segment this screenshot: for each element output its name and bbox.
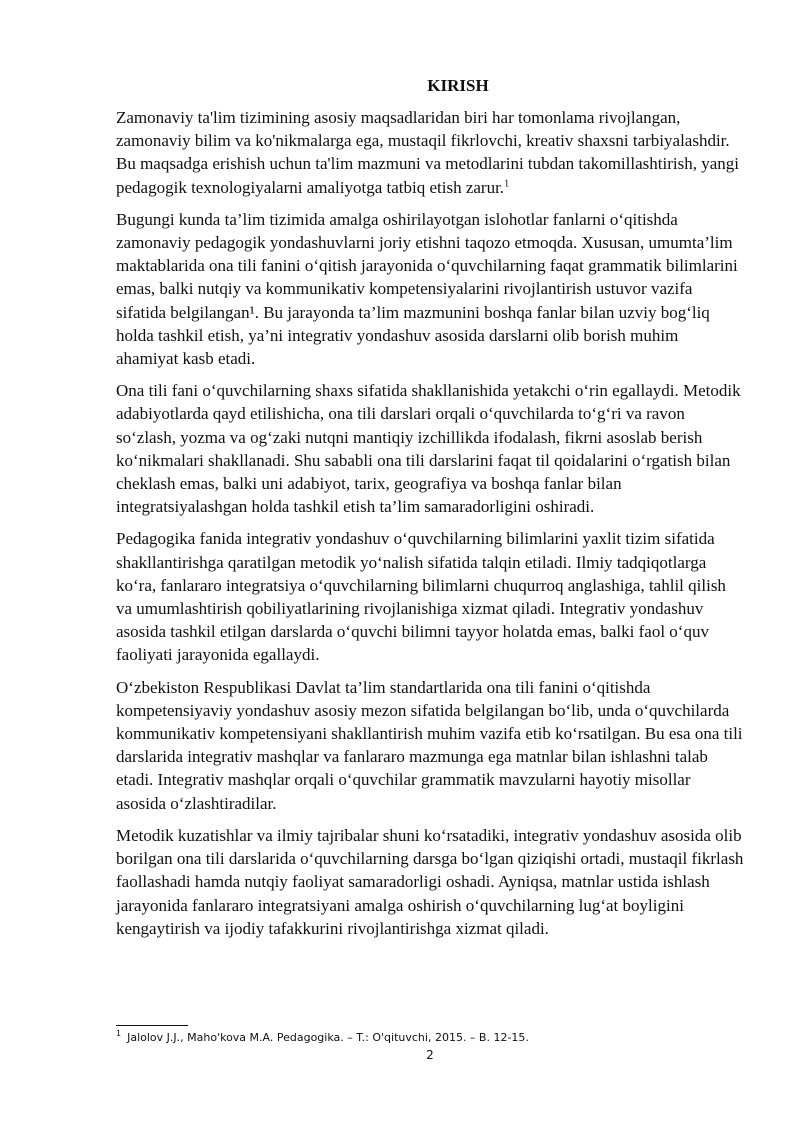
paragraph-6: Metodik kuzatishlar va ilmiy tajribalar shuni ko‘rsatadiki, integrativ yondashuv asosida olib borilgan ona tili darslarida o‘quvchilarning darsga bo‘lgan qiziqishi ortadi, mustaqil fikrlash faollashadi hamda nutqiy faoliyat samaradorligi oshadi. Ayniqsa, matnlar ustida ishlash jarayonida fanlararo integratsiyani amalga oshirish o‘quvchilarning lug‘at boyligini kengaytirish va ijodiy tafakkurini rivojlantirishga xizmat qiladi. — [116, 825, 744, 938]
footnote-reference[interactable]: 1 — [504, 177, 510, 189]
paragraph-5: O‘zbekiston Respublikasi Davlat ta’lim standartlarida ona tili fanini o‘qitishda kompetensiyaviy yondashuv asosiy mezon sifatida belgilangan bo‘lib, unda o‘quvchilarda kommunikativ kompetensiyani shakllantirish muhim vazifa etib ko‘rsatilgan. Bu esa ona tili darslarida integrativ mashqlar va fanlararo mazmunga ega matnlar bilan ishlashni talab etadi. Integrativ mashqlar orqali o‘quvchilar grammatik mavzularni hayotiy misollar asosida o‘zlashtiradilar. — [116, 677, 743, 813]
paragraph-1 — [116, 106, 744, 199]
page-number: 2 — [426, 1048, 434, 1062]
footnote-text: Jalolov J.J., Maho'kova M.A. Pedagogika. – T.: O'qituvchi, 2015. – B. 12-15. — [127, 1031, 529, 1044]
footnote — [116, 1031, 744, 1045]
paragraph-3: Ona tili fani o‘quvchilarning shaxs sifatida shakllanishida yetakchi o‘rin egallaydi. Metodik adabiyotlarda qayd etilishicha, ona tili darslari orqali o‘quvchilarda to‘g‘ri va ravon so‘zlash, yozma va og‘zaki nutqni mantiqiy izchillikda ifodalash, fikrni asoslab berish ko‘nikmalari shakllanadi. Shu sababli ona tili darslarini faqat til qoidalarini o‘rgatish bilan cheklash emas, balki uni adabiyot, tarix, geografiya va boshqa fanlar bilan integratsiyalashgan holda tashkil etish ta’lim samaradorligini oshiradi. — [116, 381, 741, 517]
footnote-marker: 1 — [116, 1029, 122, 1039]
section-title: KIRISH — [427, 76, 489, 95]
footnote-separator — [116, 1025, 188, 1026]
paragraph-1-text: Zamonaviy ta'lim tizimining asosiy maqsadlaridan biri har tomonlama rivojlangan, zamonaviy bilim va ko'nikmalarga ega, mustaqil fikrlovchi, kreativ shaxsni tarbiyalashdir. Bu maqsadga erishish uchun ta'lim mazmuni va metodlarini tubdan takomillashtirish, yangi pedagogik texnologiyalarni amaliyotga tatbiq etish zarur. — [116, 108, 739, 197]
document-body — [116, 74, 744, 949]
paragraph-2: Bugungi kunda ta’lim tizimida amalga oshirilayotgan islohotlar fanlarni o‘qitishda zamonaviy pedagogik yondashuvlarni joriy etishni taqozo etmoqda. Xususan, umumta’lim maktablarida ona tili fanini o‘qitish jarayonida o‘quvchilarning faqat grammatik bilimlarini emas, balki nutqiy va kommunikativ kompetensiyalarini rivojlantirish ustuvor vazifa sifatida belgilangan¹. Bu jarayonda ta’lim mazmunini boshqa fanlar bilan uzviy bog‘liq holda tashkil etish, ya’ni integrativ yondashuv asosida darslarni olib borish muhim ahamiyat kasb etadi. — [116, 209, 738, 369]
paragraph-4: Pedagogika fanida integrativ yondashuv o‘quvchilarning bilimlarini yaxlit tizim sifatida shakllantirishga qaratilgan metodik yo‘nalish sifatida talqin etiladi. Ilmiy tadqiqotlarga ko‘ra, fanlararo integratsiya o‘quvchilarning bilimlarni chuqurroq anglashiga, tahlil qilish va umumlashtirish qobiliyatlarining rivojlanishiga xizmat qiladi. Integrativ yondashuv asosida tashkil etilgan darslarda o‘quvchi bilimni tayyor holatda emas, balki faol o‘quv faoliyati jarayonida egallaydi. — [116, 529, 726, 665]
